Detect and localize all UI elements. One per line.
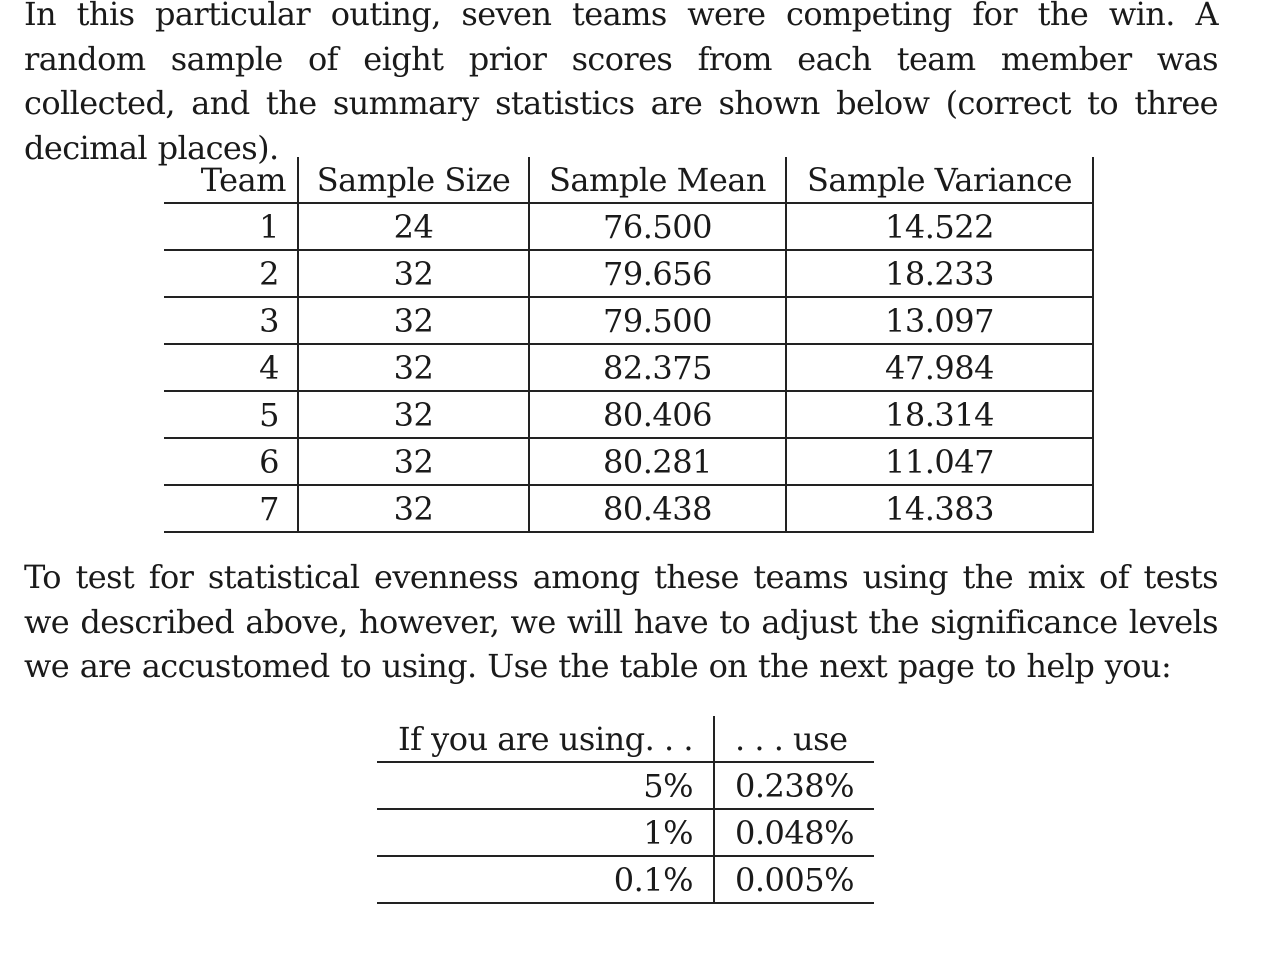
sample-size-cell: 32	[298, 438, 529, 485]
team-cell: 1	[164, 203, 298, 250]
sample-variance-cell: 18.314	[786, 391, 1093, 438]
sample-mean-cell: 80.281	[529, 438, 786, 485]
table-header-row	[164, 157, 1093, 203]
sample-variance-cell: 14.383	[786, 485, 1093, 532]
sample-variance-cell: 47.984	[786, 344, 1093, 391]
table-row	[377, 762, 874, 809]
sample-size-cell: 32	[298, 391, 529, 438]
header-sample-variance: Sample Variance	[786, 157, 1093, 203]
header-use: . . . use	[714, 716, 874, 762]
sample-size-cell: 32	[298, 297, 529, 344]
sample-mean-cell: 79.500	[529, 297, 786, 344]
team-cell: 7	[164, 485, 298, 532]
second-paragraph: To test for statistical evenness among these teams using the mix of tests we described above, however, we will have to adjust the significance levels we are accustomed to using. Use the table on the next page to help you:	[24, 558, 1218, 685]
table-header-row	[377, 716, 874, 762]
adjusted-level-cell: 0.048%	[714, 809, 874, 856]
team-cell: 6	[164, 438, 298, 485]
sample-variance-cell: 14.522	[786, 203, 1093, 250]
header-sample-size: Sample Size	[298, 157, 529, 203]
table-row	[164, 438, 1093, 485]
original-level-cell: 1%	[377, 809, 714, 856]
sample-variance-cell: 11.047	[786, 438, 1093, 485]
team-cell: 2	[164, 250, 298, 297]
team-cell: 3	[164, 297, 298, 344]
table-row	[377, 809, 874, 856]
summary-statistics-table	[164, 157, 1094, 533]
team-cell: 5	[164, 391, 298, 438]
sample-mean-cell: 80.406	[529, 391, 786, 438]
header-sample-mean: Sample Mean	[529, 157, 786, 203]
original-level-cell: 0.1%	[377, 856, 714, 903]
original-level-cell: 5%	[377, 762, 714, 809]
table-row	[164, 250, 1093, 297]
sample-size-cell: 32	[298, 344, 529, 391]
sample-mean-cell: 80.438	[529, 485, 786, 532]
significance-level-table	[377, 716, 874, 904]
adjusted-level-cell: 0.005%	[714, 856, 874, 903]
table-row	[377, 856, 874, 903]
header-if-using: If you are using. . .	[377, 716, 714, 762]
sample-variance-cell: 18.233	[786, 250, 1093, 297]
sample-size-cell: 24	[298, 203, 529, 250]
sample-variance-cell: 13.097	[786, 297, 1093, 344]
intro-paragraph: In this particular outing, seven teams were competing for the win. A random sample of eight prior scores from each team member was collected, and the summary statistics are shown below (correct to three decimal places).	[24, 0, 1218, 167]
sample-mean-cell: 79.656	[529, 250, 786, 297]
table-row	[164, 344, 1093, 391]
sample-mean-cell: 82.375	[529, 344, 786, 391]
table-row	[164, 203, 1093, 250]
sample-mean-cell: 76.500	[529, 203, 786, 250]
table-row	[164, 485, 1093, 532]
header-team: Team	[164, 157, 298, 203]
team-cell: 4	[164, 344, 298, 391]
table-row	[164, 391, 1093, 438]
sample-size-cell: 32	[298, 250, 529, 297]
adjusted-level-cell: 0.238%	[714, 762, 874, 809]
table-row	[164, 297, 1093, 344]
sample-size-cell: 32	[298, 485, 529, 532]
